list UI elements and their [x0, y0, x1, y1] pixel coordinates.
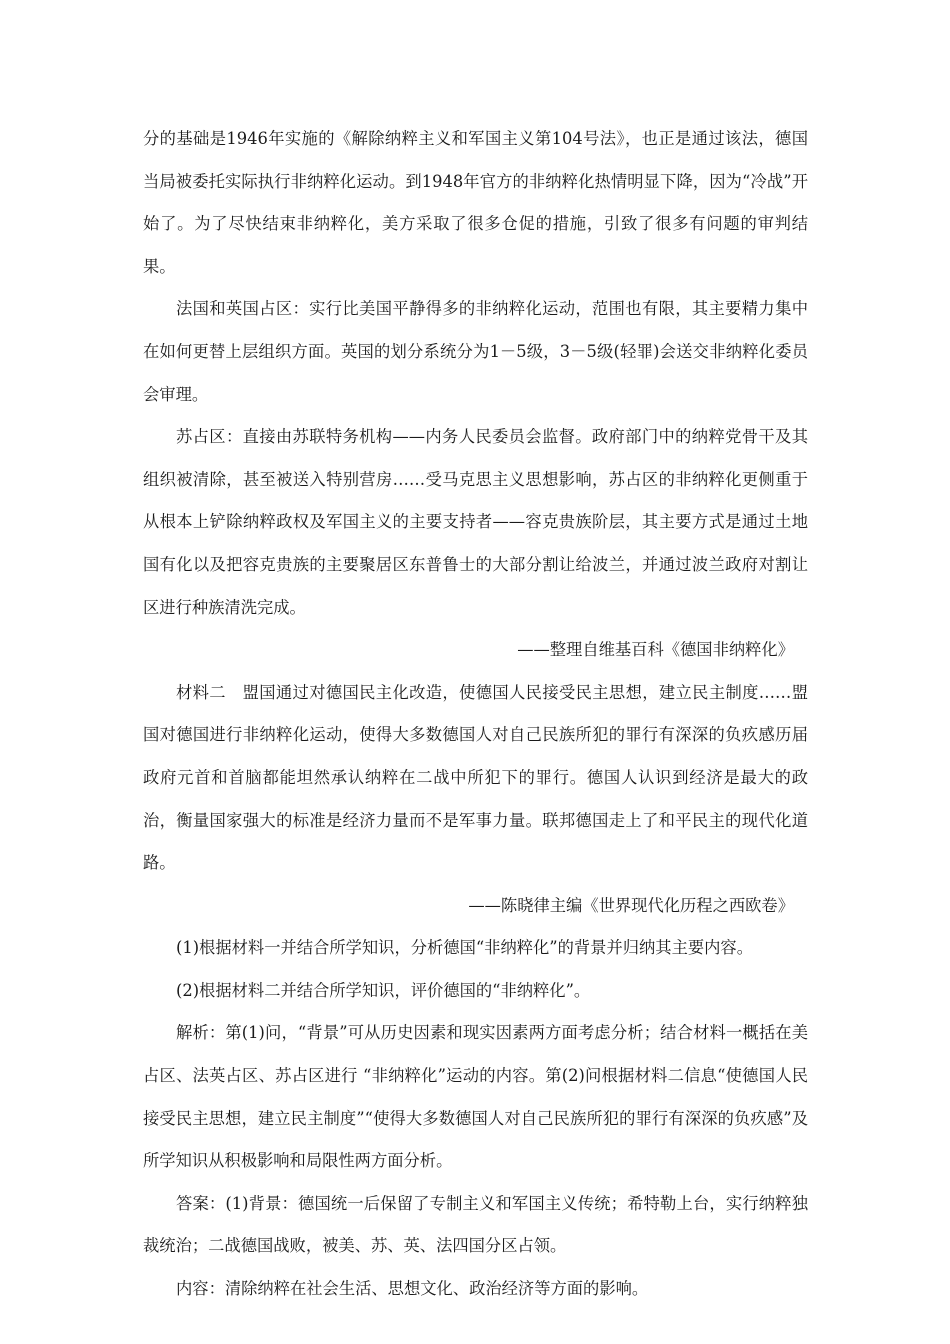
analysis-paragraph: 解析：第(1)问，“背景”可从历史因素和现实因素两方面考虑分析；结合材料一概括在美占区、法英占区、苏占区进行 “非纳粹化”运动的内容。第(2)问根据材料二信息“使德国人民接受民主思想，建立民主制度”“使得大多数德国人对自己民族所犯的罪行有深深的负疚感”及所学知识从积极影响和局限性两方面分析。 — [143, 1023, 808, 1171]
question-one: (1)根据材料一并结合所学知识，分析德国“非纳粹化”的背景并归纳其主要内容。 — [176, 938, 753, 958]
paragraph-soviet-zone: 苏占区：直接由苏联特务机构——内务人民委员会监督。政府部门中的纳粹党骨干及其组织被清除，甚至被送入特别营房……受马克思主义思想影响，苏占区的非纳粹化更侧重于从根本上铲除纳粹政权及军国主义的主要支持者——容克贵族阶层，其主要方式是通过土地国有化以及把容克贵族的主要聚居区东普鲁士的大部分割让给波兰，并通过波兰政府对割让区进行种族清洗完成。 — [143, 427, 808, 617]
source-citation-book: ——陈晓律主编《世界现代化历程之西欧卷》 — [468, 895, 794, 915]
question-two: (2)根据材料二并结合所学知识，评价德国的“非纳粹化”。 — [176, 980, 591, 1000]
document-body — [143, 118, 808, 1311]
answer-background: 答案：(1)背景：德国统一后保留了专制主义和军国主义传统；希特勒上台，实行纳粹独裁统治；二战德国战败，被美、苏、英、法四国分区占领。 — [143, 1193, 808, 1256]
answer-content: 内容：清除纳粹在社会生活、思想文化、政治经济等方面的影响。 — [176, 1279, 649, 1299]
paragraph-france-britain-zone: 法国和英国占区：实行比美国平静得多的非纳粹化运动，范围也有限，其主要精力集中在如何更替上层组织方面。英国的划分系统分为1－5级，3－5级(轻罪)会送交非纳粹化委员会审理。 — [143, 299, 808, 404]
paragraph-us-zone-continued: 分的基础是1946年实施的《解除纳粹主义和军国主义第104号法》，也正是通过该法，德国当局被委托实际执行非纳粹化运动。到1948年官方的非纳粹化热情明显下降，因为“冷战”开始了。为了尽快结束非纳粹化，美方采取了很多仓促的措施，引致了很多有问题的审判结果。 — [143, 129, 808, 276]
source-citation-wikipedia: ——整理自维基百科《德国非纳粹化》 — [517, 640, 794, 660]
paragraph-material-two: 材料二 盟国通过对德国民主化改造，使德国人民接受民主思想，建立民主制度……盟国对德国进行非纳粹化运动，使得大多数德国人对自己民族所犯的罪行有深深的负疚感历届政府元首和首脑都能坦然承认纳粹在二战中所犯下的罪行。德国人认识到经济是最大的政治，衡量国家强大的标准是经济力量而不是军事力量。联邦德国走上了和平民主的现代化道路。 — [143, 682, 808, 873]
